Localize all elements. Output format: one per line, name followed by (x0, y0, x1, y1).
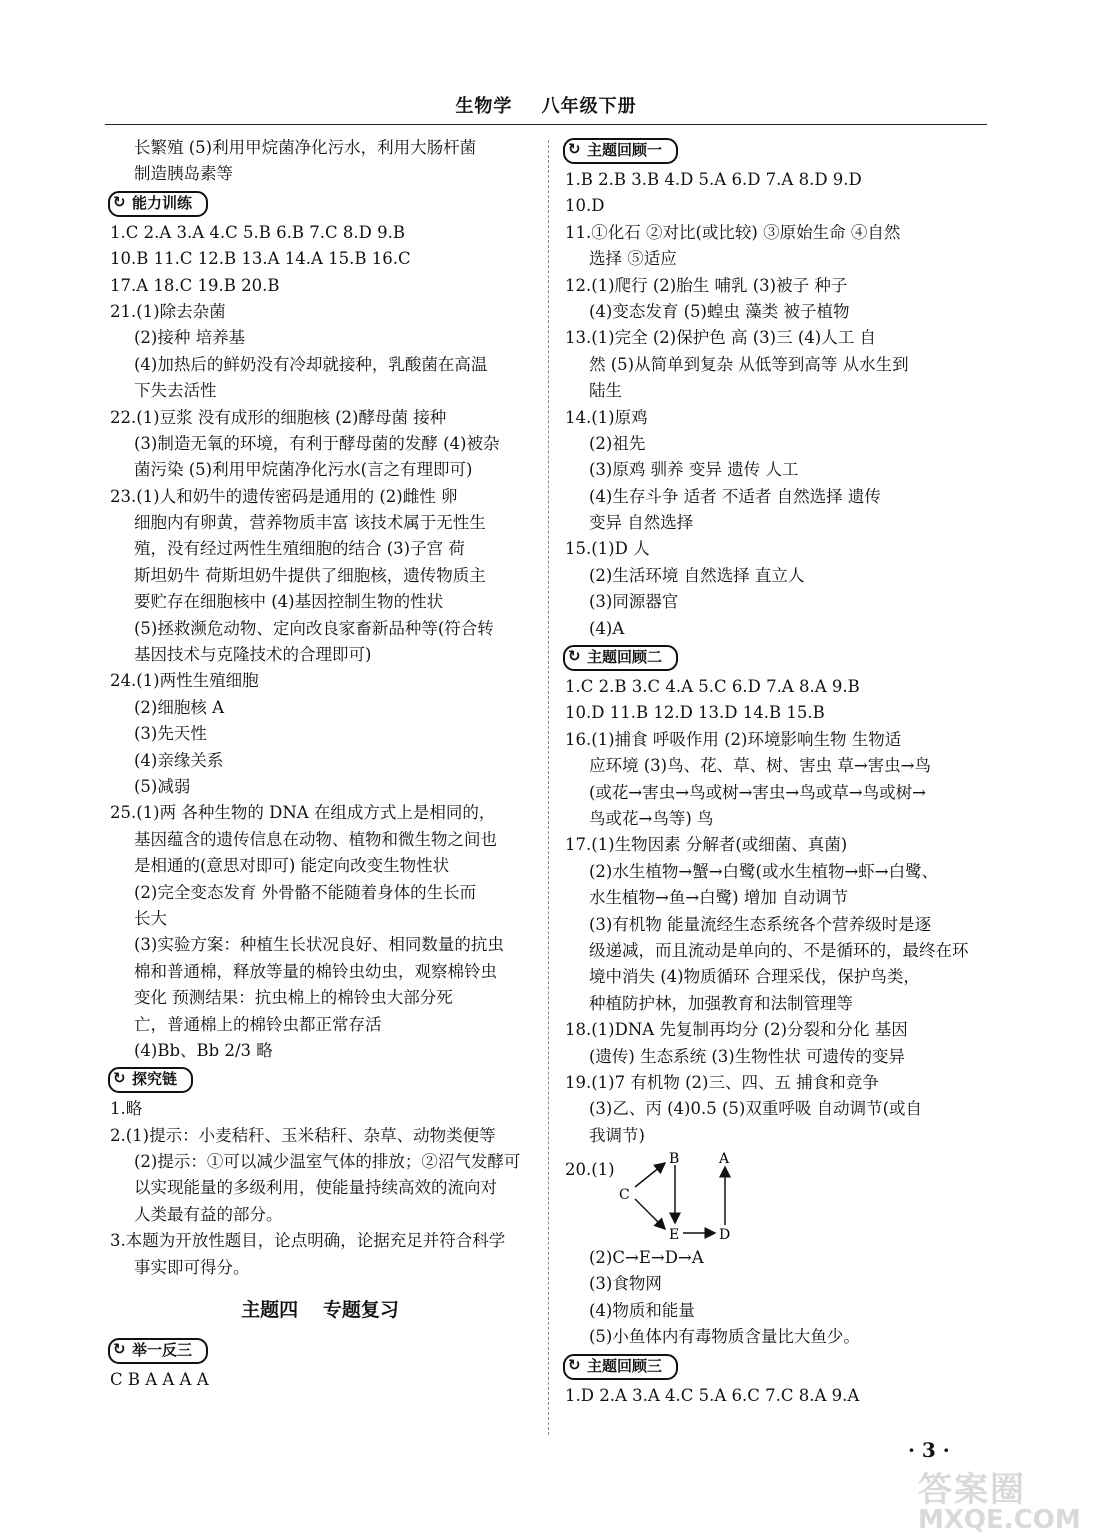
answer-line: (4)物质和能量 (589, 1300, 695, 1320)
answer-line: (3)原鸡 驯养 变异 遗传 人工 (589, 460, 799, 480)
answer-line: (遗传) 生态系统 (3)生物性状 可遗传的变异 (589, 1046, 905, 1066)
food-web-question (565, 1149, 990, 1245)
answer-line: 长繁殖 (5)利用甲烷菌净化污水，利用大肠杆菌 (134, 138, 477, 157)
answer-line: 棉和普通棉，释放等量的棉铃虫幼虫，观察棉铃虫 (134, 961, 497, 981)
answer-line: (或花→害虫→鸟或树→害虫→鸟或草→鸟或树→ (589, 782, 926, 802)
answer-line: (4)A (589, 618, 625, 638)
answer-line: 12.(1)爬行 (2)胎生 哺乳 (3)被子 种子 (565, 275, 848, 295)
topic-heading (110, 1285, 530, 1335)
node-e: E (669, 1227, 680, 1244)
answer-line: 13.(1)完全 (2)保护色 高 (3)三 (4)人工 自 (565, 328, 876, 348)
answer-line: 是相通的(意思对即可) 能定向改变生物性状 (134, 856, 450, 876)
node-c: C (619, 1187, 630, 1204)
review1-answers (565, 167, 990, 642)
answer-line: (3)先天性 (134, 724, 207, 744)
answer-line: 殖，没有经过两性生殖细胞的结合 (3)子宫 荷 (134, 539, 465, 559)
answer-line: (5)拯救濒危动物、定向改良家畜新品种等(符合转 (134, 618, 494, 638)
node-d: D (719, 1227, 731, 1244)
section-review-3: ↻ 主题回顾三 (563, 1354, 678, 1380)
answer-line: (2)C→E→D→A (589, 1248, 704, 1268)
watermark-logo (918, 1462, 1088, 1535)
answer-line: (2)接种 培养基 (134, 328, 246, 348)
answer-line: 15.(1)D 人 (565, 539, 650, 559)
answer-line: 变化 预测结果：抗虫棉上的棉铃虫大部分死 (134, 988, 453, 1008)
node-b: B (669, 1151, 680, 1168)
section-review-1: ↻ 主题回顾一 (563, 138, 678, 164)
explore-answers (110, 1096, 530, 1281)
answer-line: 18.(1)DNA 先复制再均分 (2)分裂和分化 基因 (565, 1020, 908, 1040)
arrow-c-e (635, 1199, 665, 1229)
answer-line: 1.C 2.B 3.C 4.A 5.C 6.D 7.A 8.A 9.B (565, 677, 860, 697)
answer-line: 25.(1)两 各种生物的 DNA 在组成方式上是相同的， (110, 803, 496, 823)
answer-line: 2.(1)提示：小麦秸秆、玉米秸秆、杂草、动物类便等 (110, 1125, 496, 1145)
ability-answers (110, 220, 530, 1065)
answer-line: (4)变态发育 (5)蝗虫 藻类 被子植物 (589, 301, 850, 321)
answer-line: (3)同源器官 (589, 592, 679, 612)
answer-line: (3)乙、丙 (4)0.5 (5)双重呼吸 自动调节(或自 (589, 1099, 923, 1119)
answer-line: 然 (5)从简单到复杂 从低等到高等 从水生到 (589, 354, 909, 374)
column-divider (548, 140, 549, 1435)
topic-title: 主题四 (241, 1299, 299, 1322)
watermark-text: 答案圈 (918, 1470, 1026, 1510)
answer-line: 陆生 (589, 381, 622, 401)
section-review-2: ↻ 主题回顾二 (563, 645, 678, 671)
page-number: · 3 · (908, 1438, 950, 1462)
answer-line: 22.(1)豆浆 没有成形的细胞核 (2)酵母菌 接种 (110, 407, 447, 427)
answer-line: (2)水生植物→蟹→白鹭(或水生植物→虾→白鹭、 (589, 861, 939, 881)
header-subject: 生物学 (455, 96, 513, 117)
answer-line: (3)有机物 能量流经生态系统各个营养级时是逐 (589, 914, 932, 934)
node-a: A (719, 1151, 730, 1168)
answer-line: 事实即可得分。 (134, 1257, 250, 1277)
answer-line: (3)食物网 (589, 1274, 662, 1294)
answer-line: 21.(1)除去杂菌 (110, 301, 226, 321)
answer-line: 11.①化石 ②对比(或比较) ③原始生命 ④自然 (565, 222, 901, 242)
answer-line: 19.(1)7 有机物 (2)三、四、五 捕食和竞争 (565, 1072, 879, 1092)
answer-line: 基因技术与克隆技术的合理即可) (134, 645, 372, 665)
header-rule (105, 124, 987, 125)
answer-line: 选择 ⑤适应 (589, 249, 677, 269)
review2-answers (565, 674, 990, 1149)
review3-answers: 1.D 2.A 3.A 4.C 5.A 6.C 7.C 8.A 9.A (565, 1385, 860, 1405)
answer-line: (5)减弱 (134, 776, 191, 796)
page-header (105, 92, 987, 118)
answer-line: 14.(1)原鸡 (565, 407, 648, 427)
answer-line: 级递减，而且流动是单向的、不是循环的，最终在环 (589, 940, 969, 960)
answer-line: 应环境 (3)鸟、花、草、树、害虫 草→害虫→鸟 (589, 756, 932, 776)
answer-line: (2)祖先 (589, 433, 646, 453)
answer-line: (3)实验方案：种植生长状况良好、相同数量的抗虫 (134, 935, 504, 955)
answer-line: 1.C 2.A 3.A 4.C 5.B 6.B 7.C 8.D 9.B (110, 222, 405, 242)
answer-line: 16.(1)捕食 呼吸作用 (2)环境影响生物 生物适 (565, 729, 902, 749)
answer-line: 水生植物→鱼→白鹭) 增加 自动调节 (589, 888, 849, 908)
watermark-url: MXQE.COM (918, 1505, 1081, 1535)
answer-line: 10.D 11.B 12.D 13.D 14.B 15.B (565, 703, 825, 723)
answer-line: 我调节) (589, 1125, 645, 1145)
answer-line: 变异 自然选择 (589, 513, 694, 533)
section-ability-training: ↻ 能力训练 (108, 191, 208, 217)
answer-line: 人类最有益的部分。 (134, 1204, 283, 1224)
answer-line: (3)制造无氧的环境，有利于酵母菌的发酵 (4)被杂 (134, 433, 500, 453)
answer-line: (2)生活环境 自然选择 直立人 (589, 565, 805, 585)
answer-line: 17.(1)生物因素 分解者(或细菌、真菌) (565, 835, 848, 855)
q20-sub-answers (565, 1245, 990, 1351)
answer-line: (4)加热后的鲜奶没有冷却就接种，乳酸菌在高温 (134, 354, 488, 374)
answer-line: 3.本题为开放性题目，论点明确，论据充足并符合科学 (110, 1231, 506, 1251)
answer-line: 10.B 11.C 12.B 13.A 14.A 15.B 16.C (110, 249, 411, 269)
answer-line: 以实现能量的多级利用，使能量持续高效的流向对 (134, 1178, 497, 1198)
right-column (565, 135, 990, 1409)
answer-line: 要贮存在细胞核中 (4)基因控制生物的性状 (134, 592, 444, 612)
answer-line: 细胞内有卵黄，营养物质丰富 该技术属于无性生 (134, 513, 486, 533)
left-column (110, 135, 530, 1393)
answer-line: (4)亲缘关系 (134, 750, 224, 770)
answer-line: (2)完全变态发育 外骨骼不能随着身体的生长而 (134, 882, 477, 902)
section-examples: ↻ 举一反三 (108, 1338, 208, 1364)
answer-line: 菌污染 (5)利用甲烷菌净化污水(言之有理即可) (134, 460, 473, 480)
arrow-c-b (635, 1163, 665, 1187)
answer-line: (4)Bb、Bb 2/3 略 (134, 1040, 273, 1060)
answer-line: 亡，普通棉上的棉铃虫都正常存活 (134, 1014, 382, 1034)
answer-line: 种植防护林，加强教育和法制管理等 (589, 993, 853, 1013)
answer-line: 10.D (565, 196, 605, 216)
answer-line: 23.(1)人和奶牛的遗传密码是通用的 (2)雌性 卵 (110, 486, 458, 506)
answer-line: (2)提示：①可以减少温室气体的排放；②沼气发酵可 (134, 1152, 521, 1172)
continuation-block (110, 135, 530, 188)
header-grade: 八年级下册 (541, 96, 637, 117)
answer-line: 长大 (134, 908, 167, 928)
answer-line: 基因蕴含的遗传信息在动物、植物和微生物之间也 (134, 829, 497, 849)
topic-subtitle: 专题复习 (322, 1299, 399, 1322)
answer-line: 1.略 (110, 1099, 143, 1119)
answer-line: 鸟或花→鸟等) 鸟 (589, 808, 714, 828)
examples-answers: C B A A A A (110, 1370, 209, 1390)
answer-line: (5)小鱼体内有毒物质含量比大鱼少。 (589, 1327, 860, 1347)
answer-line: 下失去活性 (134, 381, 217, 401)
answer-line: 斯坦奶牛 荷斯坦奶牛提供了细胞核，遗传物质主 (134, 565, 486, 585)
answer-line: (4)生存斗争 适者 不适者 自然选择 遗传 (589, 486, 881, 506)
section-explore-chain: ↻ 探究链 (108, 1067, 193, 1093)
answer-line: 1.B 2.B 3.B 4.D 5.A 6.D 7.A 8.D 9.D (565, 170, 862, 189)
food-web-diagram (615, 1149, 815, 1245)
answer-line: 制造胰岛素等 (134, 164, 233, 184)
answer-line: 17.A 18.C 19.B 20.B (110, 275, 280, 295)
q20-label: 20.(1) (565, 1160, 615, 1180)
answer-line: 境中消失 (4)物质循环 合理采伐，保护鸟类， (589, 967, 920, 987)
answer-line: 24.(1)两性生殖细胞 (110, 671, 259, 691)
answer-line: (2)细胞核 A (134, 697, 225, 717)
